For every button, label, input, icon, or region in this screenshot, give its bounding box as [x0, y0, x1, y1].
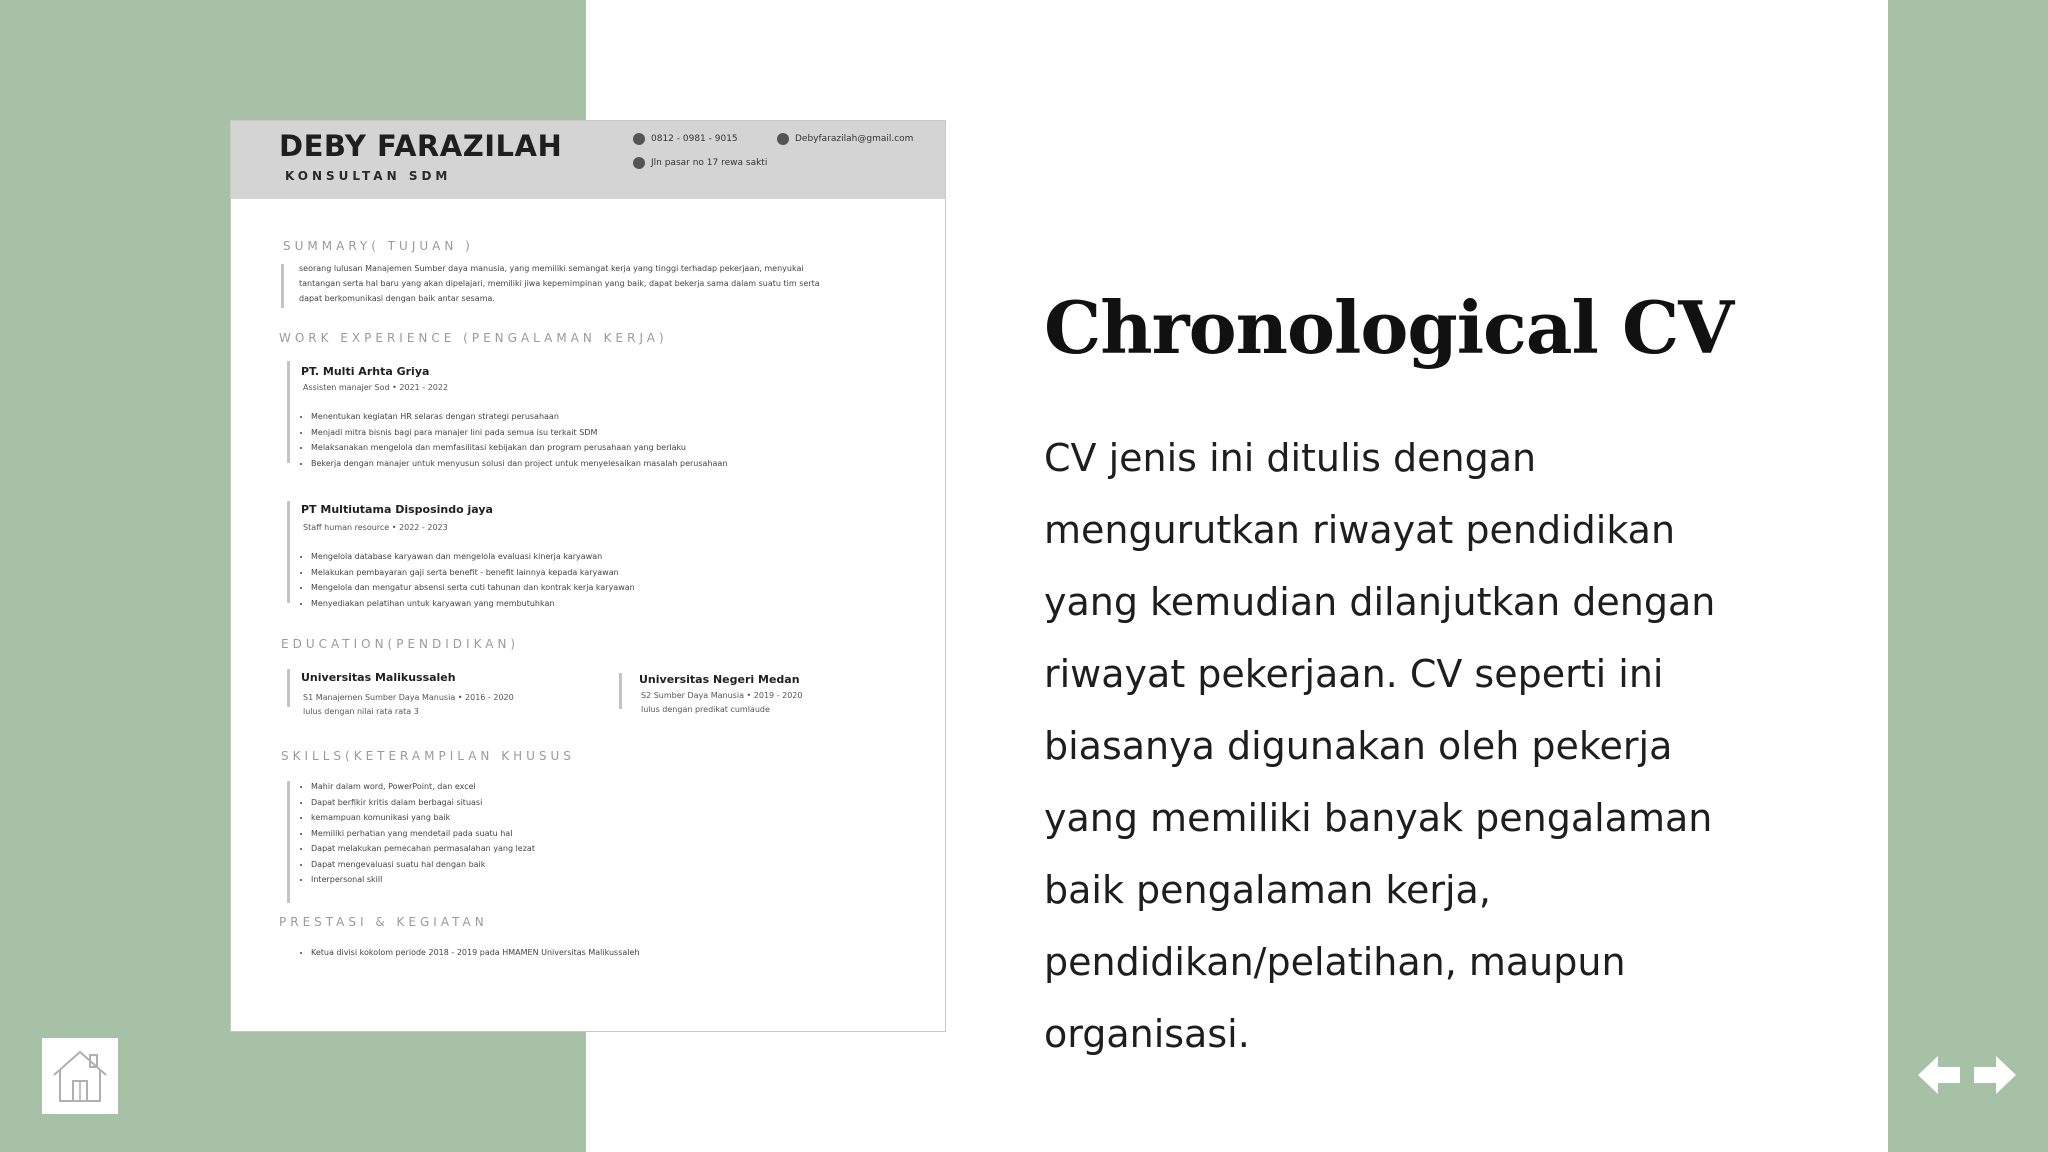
- cv-school-detail: S2 Sumber Daya Manusia • 2019 - 2020: [641, 691, 803, 700]
- cv-achievements-title: PRESTASI & KEGIATAN: [279, 915, 488, 929]
- phone-icon: [633, 133, 645, 145]
- cv-role: KONSULTAN SDM: [285, 169, 452, 183]
- location-icon: [633, 157, 645, 169]
- divider: [281, 264, 284, 308]
- body-line: yang kemudian dilanjutkan dengan: [1044, 580, 1716, 624]
- home-icon: [50, 1047, 110, 1105]
- body-line: CV jenis ini ditulis dengan: [1044, 436, 1537, 480]
- body-line: yang memiliki banyak pengalaman: [1044, 796, 1713, 840]
- cv-job-company: PT. Multi Arhta Griya: [301, 365, 430, 378]
- cv-education-title: EDUCATION(PENDIDIKAN): [281, 637, 520, 651]
- cv-skills-list: • Mahir dalam word, PowerPoint, dan excel • Dapat berfikir kritis dalam berbagai situasi • kemampuan komunikasi yang baik • Memiliki perhatian yang mendetail pada suatu hal • Dapat melakukan pemecahan permasalahan yang lezat • Dapat mengevaluasi suatu hal dengan baik • Interpersonal skill: [297, 779, 535, 888]
- cv-school-name: Universitas Negeri Medan: [639, 673, 800, 686]
- cv-skills-title: SKILLS(KETERAMPILAN KHUSUS: [281, 749, 575, 763]
- body-line: riwayat pekerjaan. CV seperti ini: [1044, 652, 1664, 696]
- cv-email: Debyfarazilah@gmail.com: [777, 133, 913, 145]
- cv-sample-image: [230, 120, 946, 1032]
- cv-job-position: Assisten manajer Sod • 2021 - 2022: [303, 383, 449, 392]
- cv-work-title: WORK EXPERIENCE (PENGALAMAN KERJA): [279, 331, 668, 345]
- mail-icon: [777, 133, 789, 145]
- cv-job-company: PT Multiutama Disposindo jaya: [301, 503, 493, 516]
- cv-address: Jln pasar no 17 rewa sakti: [633, 157, 767, 169]
- arrow-left-icon[interactable]: [1916, 1052, 1962, 1098]
- body-line: organisasi.: [1044, 1012, 1250, 1056]
- body-line: biasanya digunakan oleh pekerja: [1044, 724, 1673, 768]
- cv-header: [231, 121, 945, 199]
- cv-name: DEBY FARAZILAH: [279, 129, 563, 163]
- cv-phone: 0812 - 0981 - 9015: [633, 133, 738, 145]
- divider: [619, 673, 622, 709]
- cv-job-position: Staff human resource • 2022 - 2023: [303, 523, 448, 532]
- cv-summary-text: seorang lulusan Manajemen Sumber daya manusia, yang memiliki semangat kerja yang tinggi terhadap pekerjaan, menyukai tantangan serta hal baru yang akan dipelajari, memiliki jiwa kepemimpinan yang baik, dapat bekerja sama dalam suatu tim serta dapat berkomunikasi dengan baik antar sesama.: [299, 264, 820, 303]
- slide-title: Chronological CV: [1044, 285, 1734, 370]
- cv-school-name: Universitas Malikussaleh: [301, 671, 456, 684]
- slide-body: [1044, 422, 1844, 1070]
- cv-school-note: lulus dengan nilai rata rata 3: [303, 707, 419, 716]
- cv-summary-title: SUMMARY( TUJUAN ): [283, 239, 474, 253]
- divider: [287, 361, 290, 463]
- body-line: baik pengalaman kerja,: [1044, 868, 1491, 912]
- arrow-right-icon[interactable]: [1972, 1052, 2018, 1098]
- divider: [287, 501, 290, 603]
- body-line: pendidikan/pelatihan, maupun: [1044, 940, 1626, 984]
- right-green-panel: [1888, 0, 2048, 1152]
- cv-school-note: lulus dengan predikat cumlaude: [641, 705, 770, 714]
- cv-achievements-list: • Ketua divisi kokolom periode 2018 - 2019 pada HMAMEN Universitas Malikussaleh: [297, 945, 640, 961]
- home-button[interactable]: [42, 1038, 118, 1114]
- cv-job-duties: • Mengelola database karyawan dan mengelola evaluasi kinerja karyawan • Melakukan pembayaran gaji serta benefit - benefit lainnya kepada karyawan • Mengelola dan mengatur absensi serta cuti tahunan dan kontrak kerja karyawan • Menyediakan pelatihan untuk karyawan yang membutuhkan: [297, 549, 635, 611]
- cv-school-detail: S1 Manajemen Sumber Daya Manusia • 2016 - 2020: [303, 693, 514, 702]
- divider: [287, 781, 290, 903]
- divider: [287, 669, 290, 707]
- cv-job-duties: • Menentukan kegiatan HR selaras dengan strategi perusahaan • Menjadi mitra bisnis bagi para manajer lini pada semua isu terkait SDM • Melaksanakan mengelola dan memfasilitasi kebijakan dan program perusahaan yang berlaku • Bekerja dengan manajer untuk menyusun solusi dan project untuk menyelesaikan masalah perusahaan: [297, 409, 727, 471]
- body-line: mengurutkan riwayat pendidikan: [1044, 508, 1676, 552]
